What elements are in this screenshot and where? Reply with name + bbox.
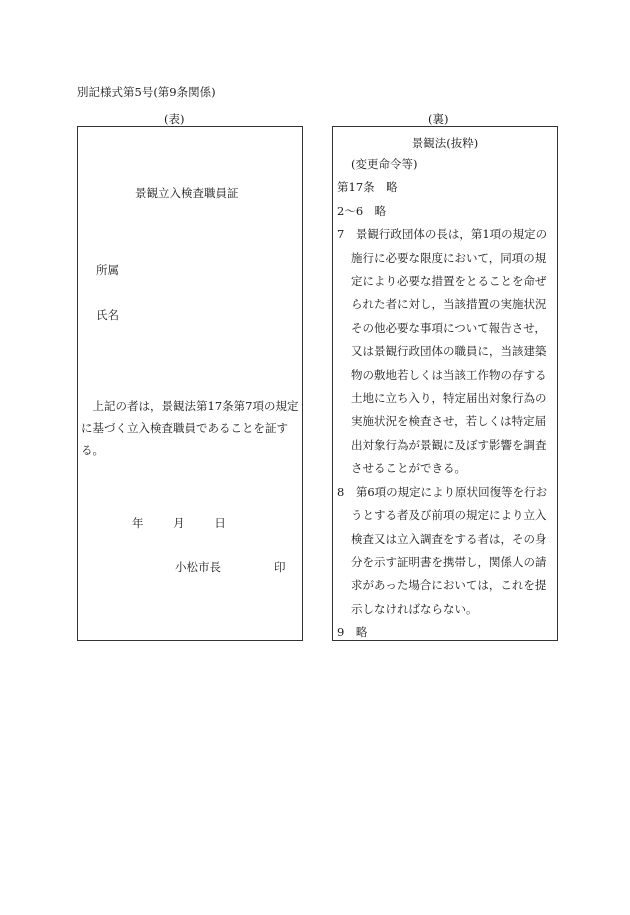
law-text-line: られた者に対し，当該措置の実施状況 [351,297,547,312]
law-text-line: うとする者及び前項の規定により立入 [351,508,547,523]
law-text-line: 7 景観行政団体の長は，第1項の規定の [337,227,548,242]
front-side-label: (表) [164,112,185,126]
law-text-line: させることができる。 [351,461,466,476]
law-text-line: 土地に立ち入り，特定届出対象行為の [351,391,547,406]
law-text-line: 施行に必要な限度において，同項の規 [351,250,547,265]
law-text-line: その他必要な事項について報告させ， [351,320,546,335]
statement-line: 上記の者は，景観法第17条第7項の規定 [81,399,299,413]
form-heading: 別記様式第5号(第9条関係) [77,85,216,99]
date-month: 月 [173,516,185,530]
issuer-name: 小松市長 [175,560,221,574]
law-text-line: 実施状況を検査させ，若しくは特定届 [351,414,547,429]
back-side-label: (裏) [428,112,449,126]
law-text-line: 定により必要な措置をとることを命ぜ [351,274,547,289]
law-text-line: 分を示す証明書を携帯し，関係人の請 [351,554,547,569]
affiliation-label: 所属 [96,263,119,277]
card-title: 景観立入検査職員証 [135,186,239,200]
date-day: 日 [214,516,226,530]
name-label: 氏名 [96,308,119,322]
statement-line: に基づく立入検査職員であることを証す [81,421,288,435]
card-front [77,126,303,641]
card-back [332,126,558,641]
date-year: 年 [132,516,144,530]
certification-statement [81,395,301,461]
law-excerpt-title: 景観法(抜粋) [411,136,479,150]
statement-line: る。 [81,443,104,457]
law-text-line: 又は景観行政団体の職員に，当該建築 [351,344,547,359]
seal-mark: 印 [274,560,286,574]
law-text-line: 第17条 略 [337,180,398,195]
law-text-line: (変更命令等) [351,157,418,171]
law-text-line: 9 略 [337,625,368,640]
law-text-line: 8 第6項の規定により原状回復等を行お [337,484,548,499]
law-text-line: 求があった場合においては，これを提 [351,578,547,593]
law-text-line: 物の敷地若しくは当該工作物の存する [351,367,547,382]
law-text-line: 出対象行為が景観に及ぼす影響を調査 [351,437,547,452]
law-text-line: 示しなければならない。 [351,601,478,616]
law-excerpt-body [333,153,557,645]
law-text-line: 検査又は立入調査をする者は，その身 [351,531,547,546]
law-text-line: 2〜6 略 [337,203,387,218]
issue-date [132,515,252,531]
